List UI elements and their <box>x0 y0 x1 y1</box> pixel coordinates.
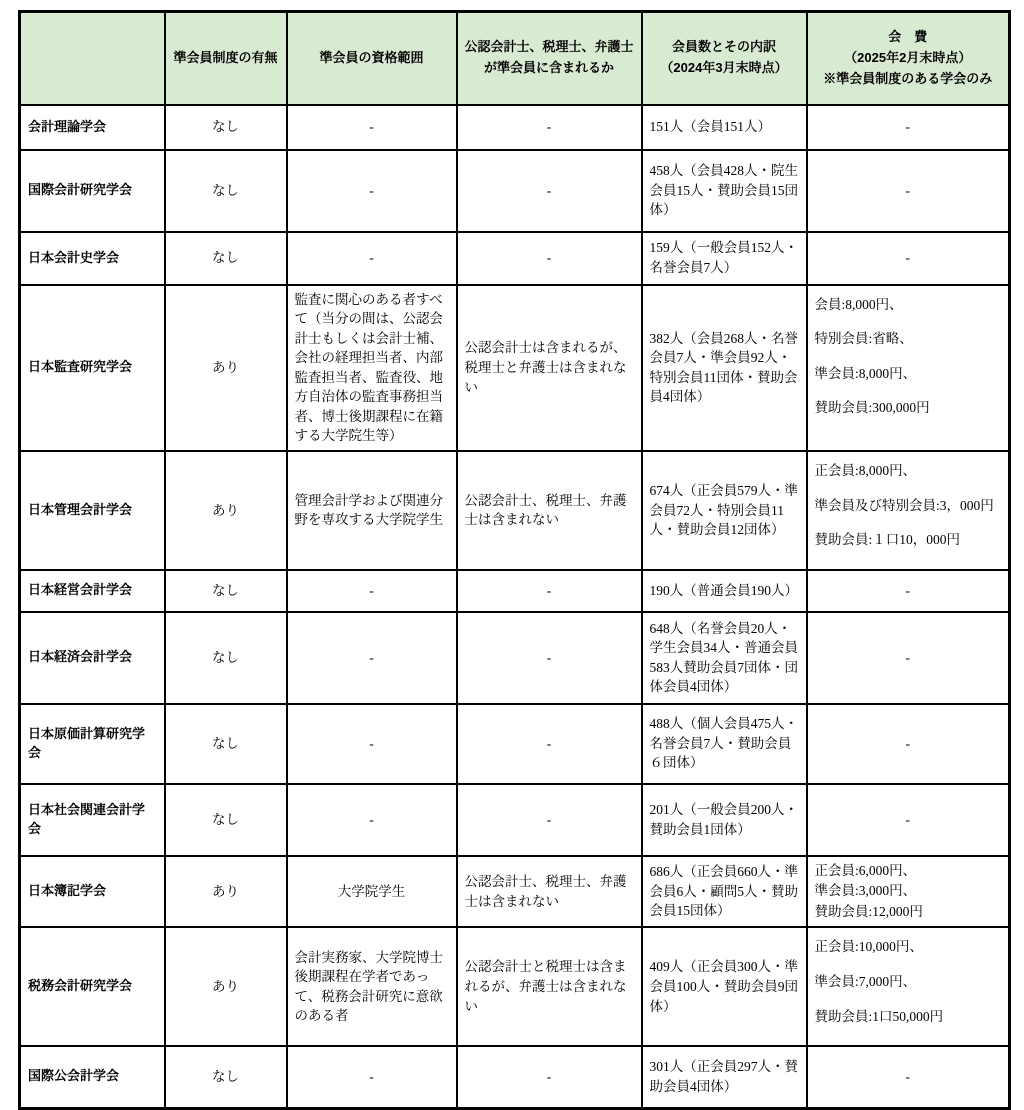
associate-scope-cell: - <box>287 1046 457 1108</box>
society-name-cell: 会計理論学会 <box>20 105 165 150</box>
table-row <box>20 612 1010 704</box>
society-name-cell: 日本経済会計学会 <box>20 612 165 704</box>
fee-line: - <box>905 1069 910 1085</box>
associate-system-cell: なし <box>165 612 287 704</box>
membership-fee-cell <box>807 1046 1010 1108</box>
membership-fee-cell <box>807 105 1010 150</box>
associate-scope-cell: - <box>287 232 457 285</box>
membership-fee-cell <box>807 570 1010 612</box>
associate-system-cell: なし <box>165 105 287 150</box>
fee-line: 正会員:6,000円、 <box>814 862 917 878</box>
table-row <box>20 704 1010 784</box>
membership-fee-cell <box>807 927 1010 1046</box>
society-name-cell: 日本経営会計学会 <box>20 570 165 612</box>
fee-line: 正会員:8,000円、 <box>814 463 917 478</box>
header-cell-professionals-included: 公認会計士、税理士、弁護士 が準会員に含まれるか <box>457 12 642 105</box>
table-row <box>20 1046 1010 1108</box>
fee-line: 特別会員:省略、 <box>814 331 913 347</box>
associate-system-cell: なし <box>165 570 287 612</box>
associate-scope-cell: - <box>287 612 457 704</box>
member-count-cell: 409人（正会員300人・準会員100人・賛助会員9団体） <box>642 927 807 1046</box>
associate-system-cell: なし <box>165 150 287 232</box>
membership-fee-cell <box>807 856 1010 928</box>
associate-system-cell: あり <box>165 285 287 452</box>
society-name-cell: 日本会計史学会 <box>20 232 165 285</box>
fee-line: 賛助会員:1口50,000円 <box>814 1008 944 1024</box>
associate-scope-cell: 大学院学生 <box>287 856 457 928</box>
header-cell-associate-system: 準会員制度の有無 <box>165 12 287 105</box>
table-row <box>20 232 1010 285</box>
associate-scope-cell: 会計実務家、大学院博士後期課程在学者であって、税務会計研究に意欲のある者 <box>287 927 457 1046</box>
fee-line: - <box>905 182 910 198</box>
professionals-included-cell: - <box>457 570 642 612</box>
professionals-included-cell: 公認会計士と税理士は含まれるが、弁護士は含まれない <box>457 927 642 1046</box>
associate-scope-cell: - <box>287 784 457 856</box>
fee-line: 準会員及び特別会員:3，000円 <box>814 497 994 513</box>
fee-line: 賛助会員:300,000円 <box>814 400 930 416</box>
member-count-cell: 488人（個人会員475人・名誉会員7人・賛助会員６団体） <box>642 704 807 784</box>
fee-line: - <box>905 735 910 751</box>
table-row <box>20 105 1010 150</box>
table-row <box>20 451 1010 570</box>
professionals-included-cell: - <box>457 105 642 150</box>
fee-line: - <box>905 582 910 598</box>
header-cell-associate-scope: 準会員の資格範囲 <box>287 12 457 105</box>
fee-line: 準会員:7,000円、 <box>814 973 917 989</box>
table-row <box>20 927 1010 1046</box>
member-count-cell: 151人（会員151人） <box>642 105 807 150</box>
membership-fee-cell <box>807 451 1010 570</box>
society-name-cell: 日本社会関連会計学会 <box>20 784 165 856</box>
member-count-cell: 648人（名誉会員20人・学生会員34人・普通会員583人賛助会員7団体・団体会員4団体） <box>642 612 807 704</box>
header-cell-membership-fee: 会 費 （2025年2月末時点） ※準会員制度のある学会のみ <box>807 12 1010 105</box>
table-row <box>20 784 1010 856</box>
associate-system-cell: あり <box>165 856 287 928</box>
associate-system-cell: なし <box>165 784 287 856</box>
table-row <box>20 856 1010 928</box>
fee-line: 準会員:8,000円、 <box>814 365 917 381</box>
professionals-included-cell: - <box>457 1046 642 1108</box>
society-name-cell: 日本簿記学会 <box>20 856 165 928</box>
professionals-included-cell: - <box>457 150 642 232</box>
membership-fee-cell <box>807 232 1010 285</box>
member-count-cell: 458人（会員428人・院生会員15人・賛助会員15団体） <box>642 150 807 232</box>
society-name-cell: 日本管理会計学会 <box>20 451 165 570</box>
membership-fee-cell <box>807 150 1010 232</box>
header-cell-member-count: 会員数とその内訳 （2024年3月末時点） <box>642 12 807 105</box>
associate-scope-cell: - <box>287 105 457 150</box>
table-body <box>20 105 1010 1109</box>
associate-scope-cell: 管理会計学および関連分野を専攻する大学院学生 <box>287 451 457 570</box>
member-count-cell: 382人（会員268人・名誉会員7人・準会員92人・特別会員11団体・賛助会員4団体） <box>642 285 807 452</box>
member-count-cell: 674人（正会員579人・準会員72人・特別会員11人・賛助会員12団体） <box>642 451 807 570</box>
membership-fee-cell <box>807 285 1010 452</box>
professionals-included-cell: - <box>457 232 642 285</box>
professionals-included-cell: - <box>457 612 642 704</box>
membership-fee-cell <box>807 784 1010 856</box>
header-row <box>20 12 1010 105</box>
fee-line: 賛助会員:１口10，000円 <box>814 532 961 548</box>
society-name-cell: 国際公会計学会 <box>20 1046 165 1108</box>
associate-system-cell: なし <box>165 704 287 784</box>
fee-line: - <box>905 119 910 135</box>
fee-line: 正会員:10,000円、 <box>814 939 923 955</box>
associate-system-cell: なし <box>165 232 287 285</box>
society-name-cell: 日本監査研究学会 <box>20 285 165 452</box>
associate-system-cell: あり <box>165 927 287 1046</box>
membership-fee-cell <box>807 704 1010 784</box>
fee-line: - <box>905 250 910 266</box>
professionals-included-cell: - <box>457 704 642 784</box>
table-row <box>20 570 1010 612</box>
associate-system-cell: なし <box>165 1046 287 1108</box>
society-name-cell: 税務会計研究学会 <box>20 927 165 1046</box>
member-count-cell: 159人（一般会員152人・名誉会員7人） <box>642 232 807 285</box>
associate-scope-cell: 監査に関心のある者すべて（当分の間は、公認会計士もしくは会計士補、会社の経理担当者、内部監査担当者、監査役、地方自治体の監査事務担当者、博士後期課程に在籍する大学院生等） <box>287 285 457 452</box>
professionals-included-cell: 公認会計士、税理士、弁護士は含まれない <box>457 856 642 928</box>
society-name-cell: 国際会計研究学会 <box>20 150 165 232</box>
professionals-included-cell: 公認会計士は含まれるが、税理士と弁護士は含まれない <box>457 285 642 452</box>
member-count-cell: 301人（正会員297人・賛助会員4団体） <box>642 1046 807 1108</box>
fee-line: - <box>905 811 910 827</box>
associate-scope-cell: - <box>287 570 457 612</box>
member-count-cell: 686人（正会員660人・準会員6人・顧問5人・賛助会員15団体） <box>642 856 807 928</box>
associate-system-cell: あり <box>165 451 287 570</box>
societies-table-container <box>18 10 1011 1110</box>
associate-scope-cell: - <box>287 150 457 232</box>
fee-line: 準会員:3,000円、 <box>814 883 917 899</box>
member-count-cell: 201人（一般会員200人・賛助会員1団体） <box>642 784 807 856</box>
societies-table <box>18 10 1011 1110</box>
society-name-cell: 日本原価計算研究学会 <box>20 704 165 784</box>
table-row <box>20 150 1010 232</box>
associate-scope-cell: - <box>287 704 457 784</box>
table-header <box>20 12 1010 105</box>
membership-fee-cell <box>807 612 1010 704</box>
table-row <box>20 285 1010 452</box>
member-count-cell: 190人（普通会員190人） <box>642 570 807 612</box>
professionals-included-cell: 公認会計士、税理士、弁護士は含まれない <box>457 451 642 570</box>
fee-line: 会員:8,000円、 <box>814 296 903 312</box>
header-cell-society <box>20 12 165 105</box>
fee-line: - <box>905 649 910 665</box>
fee-line: 賛助会員:12,000円 <box>814 903 923 919</box>
professionals-included-cell: - <box>457 784 642 856</box>
